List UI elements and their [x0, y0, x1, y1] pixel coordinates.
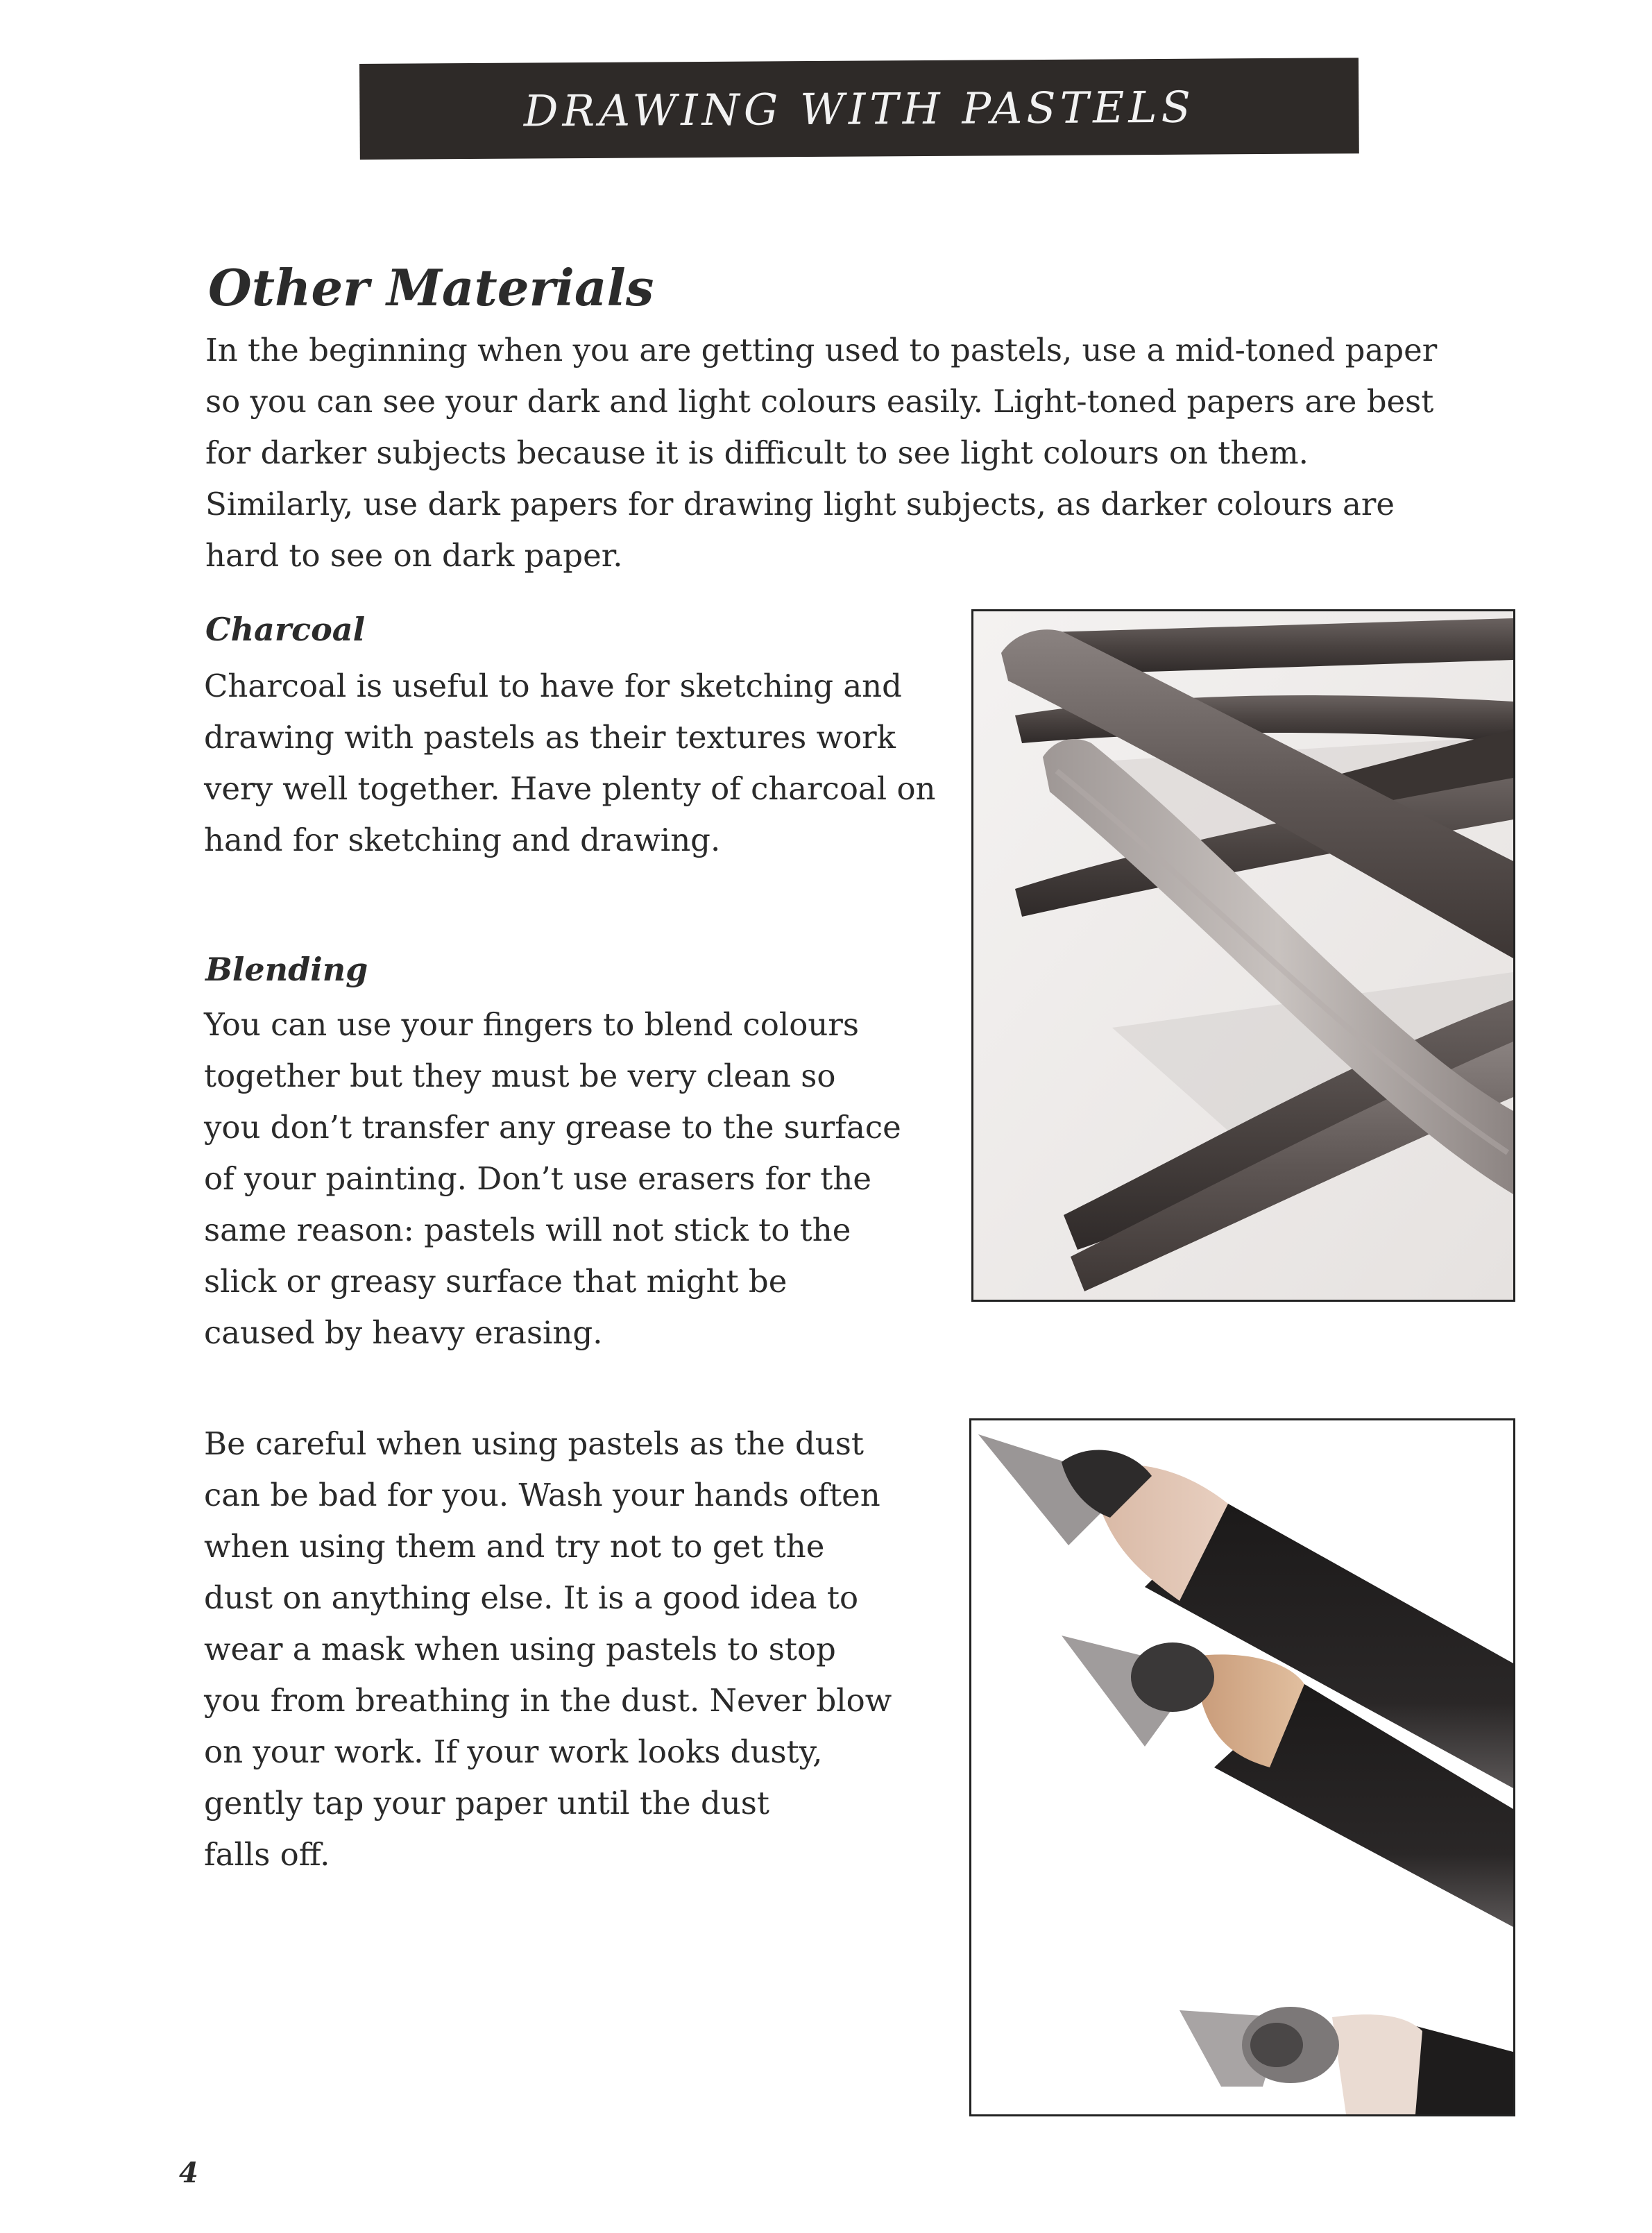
text-line: caused by heavy erasing. [204, 1314, 603, 1351]
pastel-pencils-photo [969, 1418, 1515, 2116]
text-line: dust on anything else. It is a good idea to [204, 1579, 859, 1616]
text-line: so you can see your dark and light colours easily. Light-toned papers are best [205, 383, 1434, 420]
text-line: Similarly, use dark papers for drawing light subjects, as darker colours are [205, 486, 1395, 523]
text-line: falls off. [204, 1836, 330, 1873]
page-number: 4 [179, 2157, 198, 2189]
text-line: very well together. Have plenty of charcoal on [204, 770, 936, 807]
text-line: for darker subjects because it is difficult to see light colours on them. [205, 434, 1309, 471]
text-line: In the beginning when you are getting used to pastels, use a mid-toned paper [205, 332, 1438, 368]
blending-paragraph [204, 999, 901, 1359]
intro-paragraph [205, 325, 1437, 581]
text-line: wear a mask when using pastels to stop [204, 1631, 836, 1667]
text-line: gently tap your paper until the dust [204, 1785, 769, 1822]
charcoal-sticks-photo [971, 609, 1515, 1302]
charcoal-paragraph [204, 661, 936, 866]
text-line: you don’t transfer any grease to the surface [204, 1109, 901, 1146]
text-line: drawing with pastels as their textures work [204, 719, 896, 756]
charcoal-heading: Charcoal [205, 611, 366, 648]
safety-paragraph [204, 1418, 892, 1880]
text-line: same reason: pastels will not stick to the [204, 1212, 851, 1248]
text-line: You can use your fingers to blend colours [204, 1006, 859, 1043]
blending-heading: Blending [205, 951, 368, 988]
pastel-pencils-illustration [971, 1420, 1513, 2114]
text-line: hand for sketching and drawing. [204, 822, 721, 858]
charcoal-sticks-illustration [973, 611, 1513, 1300]
text-line: of your painting. Don’t use erasers for the [204, 1160, 871, 1197]
text-line: on your work. If your work looks dusty, [204, 1733, 823, 1770]
text-line: together but they must be very clean so [204, 1058, 836, 1094]
text-line: hard to see on dark paper. [205, 537, 623, 574]
section-title: Other Materials [208, 258, 654, 317]
text-line: you from breathing in the dust. Never blow [204, 1682, 892, 1719]
text-line: can be bad for you. Wash your hands often [204, 1477, 880, 1513]
text-line: Be careful when using pastels as the dust [204, 1425, 864, 1462]
text-line: Charcoal is useful to have for sketching and [204, 668, 902, 704]
text-line: slick or greasy surface that might be [204, 1263, 787, 1300]
text-line: when using them and try not to get the [204, 1528, 825, 1565]
header-banner [359, 58, 1359, 160]
chapter-title: DRAWING WITH PASTELS [523, 81, 1195, 137]
